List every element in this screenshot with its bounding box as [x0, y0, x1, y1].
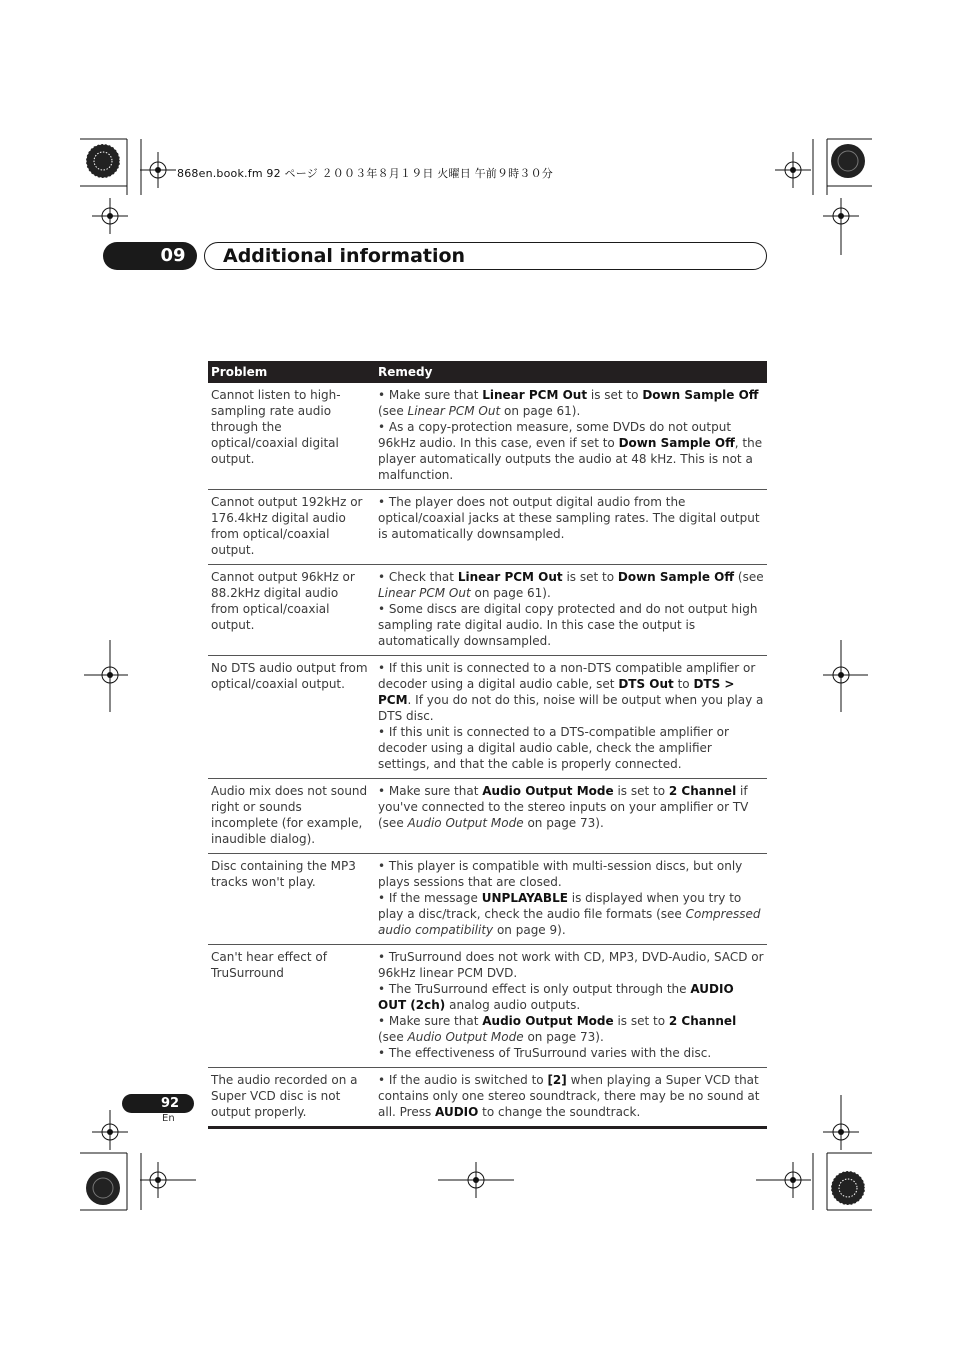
- remedy-text: • Some discs are digital copy protected and do not output high sampling rate digital audio. In this case the output is automatically downsampled.: [378, 602, 758, 648]
- page-number: 92: [160, 1096, 180, 1111]
- emphasis-text: Down Sample Off: [618, 436, 735, 450]
- table-row: [208, 565, 767, 656]
- page-title: Additional information: [223, 245, 466, 267]
- remedy-item: [378, 387, 764, 419]
- remedy-text: • Make sure that: [378, 1014, 483, 1028]
- table-body: [208, 383, 767, 1128]
- remedy-text: on page 9).: [493, 923, 566, 937]
- remedy-text: on page 73).: [523, 1030, 604, 1044]
- emphasis-text: AUDIO: [435, 1105, 479, 1119]
- problem-cell: The audio recorded on a Super VCD disc is not output properly.: [208, 1068, 375, 1128]
- remedy-item: [378, 1013, 764, 1045]
- emphasis-text: Down Sample Off: [642, 388, 759, 402]
- remedy-text: • If the audio is switched to: [378, 1073, 548, 1087]
- chapter-badge: [103, 242, 197, 270]
- remedy-cell: [375, 565, 767, 656]
- remedy-text: , the player automatically outputs the audio at 48 kHz. This is not a malfunction.: [378, 436, 763, 482]
- remedy-text: • The TruSurround effect is only output through the: [378, 982, 691, 996]
- remedy-cell: [375, 779, 767, 854]
- remedy-item: [378, 660, 764, 724]
- remedy-cell: [375, 854, 767, 945]
- remedy-item: [378, 1045, 764, 1061]
- reference-text: Linear PCM Out: [378, 586, 471, 600]
- remedy-item: [378, 569, 764, 601]
- remedy-text: • If this unit is connected to a DTS-compatible amplifier or decoder using a digital audio cable, check the amplifier settings, and that the cable is properly connected.: [378, 725, 729, 771]
- remedy-text: (see: [378, 1030, 408, 1044]
- remedy-text: on page 73).: [523, 816, 604, 830]
- remedy-item: [378, 494, 764, 542]
- remedy-text: on page 61).: [470, 586, 551, 600]
- table-row: [208, 779, 767, 854]
- reference-text: Audio Output Mode: [407, 816, 524, 830]
- table-row: [208, 656, 767, 779]
- remedy-text: • Make sure that: [378, 388, 483, 402]
- remedy-item: [378, 949, 764, 981]
- problem-cell: Audio mix does not sound right or sounds incomplete (for example, inaudible dialog).: [208, 779, 375, 854]
- remedy-text: if you've connected to the stereo inputs on your amplifier or TV (see: [378, 784, 749, 830]
- section-header: [204, 242, 767, 270]
- remedy-text: is set to: [613, 1014, 669, 1028]
- emphasis-text: [2]: [547, 1073, 567, 1087]
- emphasis-text: DTS > PCM: [378, 677, 735, 707]
- remedy-item: [378, 1072, 764, 1120]
- emphasis-text: 2 Channel: [668, 784, 737, 798]
- remedy-item: [378, 419, 764, 483]
- emphasis-text: AUDIO OUT (2ch): [378, 982, 734, 1012]
- remedy-item: [378, 783, 764, 831]
- emphasis-text: Audio Output Mode: [482, 784, 614, 798]
- emphasis-text: DTS Out: [618, 677, 674, 691]
- remedy-cell: [375, 945, 767, 1068]
- remedy-text: • As a copy-protection measure, some DVDs do not output 96kHz audio. In this case, even if set to: [378, 420, 732, 450]
- remedy-text: • The effectiveness of TruSurround varies with the disc.: [378, 1046, 712, 1060]
- remedy-text: . If you do not do this, noise will be output when you play a DTS disc.: [378, 693, 764, 723]
- reference-text: Linear PCM Out: [407, 404, 501, 418]
- problem-cell: Cannot listen to high-sampling rate audio through the optical/coaxial digital output.: [208, 383, 375, 490]
- column-header-problem: Problem: [208, 361, 375, 383]
- problem-cell: Cannot output 96kHz or 88.2kHz digital audio from optical/coaxial output.: [208, 565, 375, 656]
- table-header-row: [208, 361, 767, 383]
- remedy-text: is displayed when you try to play a disc/track, check the audio file formats (see: [378, 891, 742, 921]
- problem-cell: Can't hear effect of TruSurround: [208, 945, 375, 1068]
- remedy-cell: [375, 1068, 767, 1128]
- emphasis-text: Audio Output Mode: [482, 1014, 614, 1028]
- remedy-text: is set to: [587, 388, 643, 402]
- remedy-item: [378, 724, 764, 772]
- page-number-badge: [122, 1094, 194, 1113]
- reference-text: Compressed audio compatibility: [378, 907, 761, 937]
- remedy-text: • TruSurround does not work with CD, MP3, DVD-Audio, SACD or 96kHz linear PCM DVD.: [378, 950, 764, 980]
- remedy-item: [378, 890, 764, 938]
- remedy-text: analog audio outputs.: [445, 998, 581, 1012]
- table-row: [208, 945, 767, 1068]
- problem-cell: No DTS audio output from optical/coaxial output.: [208, 656, 375, 779]
- remedy-item: [378, 981, 764, 1013]
- remedy-text: (see: [378, 404, 408, 418]
- remedy-text: • If this unit is connected to a non-DTS compatible amplifier or decoder using a digital audio cable, set: [378, 661, 756, 691]
- remedy-text: when playing a Super VCD that contains only one stereo soundtrack, there may be no sound at all. Press: [378, 1073, 760, 1119]
- problem-cell: Disc containing the MP3 tracks won't play.: [208, 854, 375, 945]
- troubleshooting-table: [208, 361, 767, 1129]
- remedy-text: is set to: [562, 570, 618, 584]
- remedy-text: (see: [734, 570, 764, 584]
- remedy-text: • If the message: [378, 891, 482, 905]
- remedy-item: [378, 601, 764, 649]
- remedy-item: [378, 858, 764, 890]
- remedy-text: • Check that: [378, 570, 458, 584]
- remedy-cell: [375, 490, 767, 565]
- problem-cell: Cannot output 192kHz or 176.4kHz digital audio from optical/coaxial output.: [208, 490, 375, 565]
- print-header: 868en.book.fm 92 ページ ２００３年８月１９日 火曜日 午前９時３０分: [177, 167, 553, 180]
- column-header-remedy: Remedy: [375, 361, 767, 383]
- remedy-text: on page 61).: [500, 404, 581, 418]
- remedy-text: • Make sure that: [378, 784, 483, 798]
- table-row: [208, 1068, 767, 1128]
- remedy-cell: [375, 383, 767, 490]
- table-row: [208, 490, 767, 565]
- emphasis-text: UNPLAYABLE: [481, 891, 568, 905]
- remedy-cell: [375, 656, 767, 779]
- emphasis-text: 2 Channel: [668, 1014, 737, 1028]
- emphasis-text: Linear PCM Out: [457, 570, 563, 584]
- remedy-text: • This player is compatible with multi-session discs, but only plays sessions that are closed.: [378, 859, 743, 889]
- table-row: [208, 383, 767, 490]
- emphasis-text: Linear PCM Out: [482, 388, 588, 402]
- language-label: En: [162, 1113, 175, 1124]
- remedy-text: to change the soundtrack.: [478, 1105, 641, 1119]
- remedy-text: to: [673, 677, 694, 691]
- remedy-text: • The player does not output digital audio from the optical/coaxial jacks at these sampling rates. The digital output is automatically downsampled.: [378, 495, 760, 541]
- chapter-number: 09: [160, 245, 186, 266]
- table-row: [208, 854, 767, 945]
- emphasis-text: Down Sample Off: [617, 570, 735, 584]
- reference-text: Audio Output Mode: [407, 1030, 524, 1044]
- remedy-text: is set to: [613, 784, 669, 798]
